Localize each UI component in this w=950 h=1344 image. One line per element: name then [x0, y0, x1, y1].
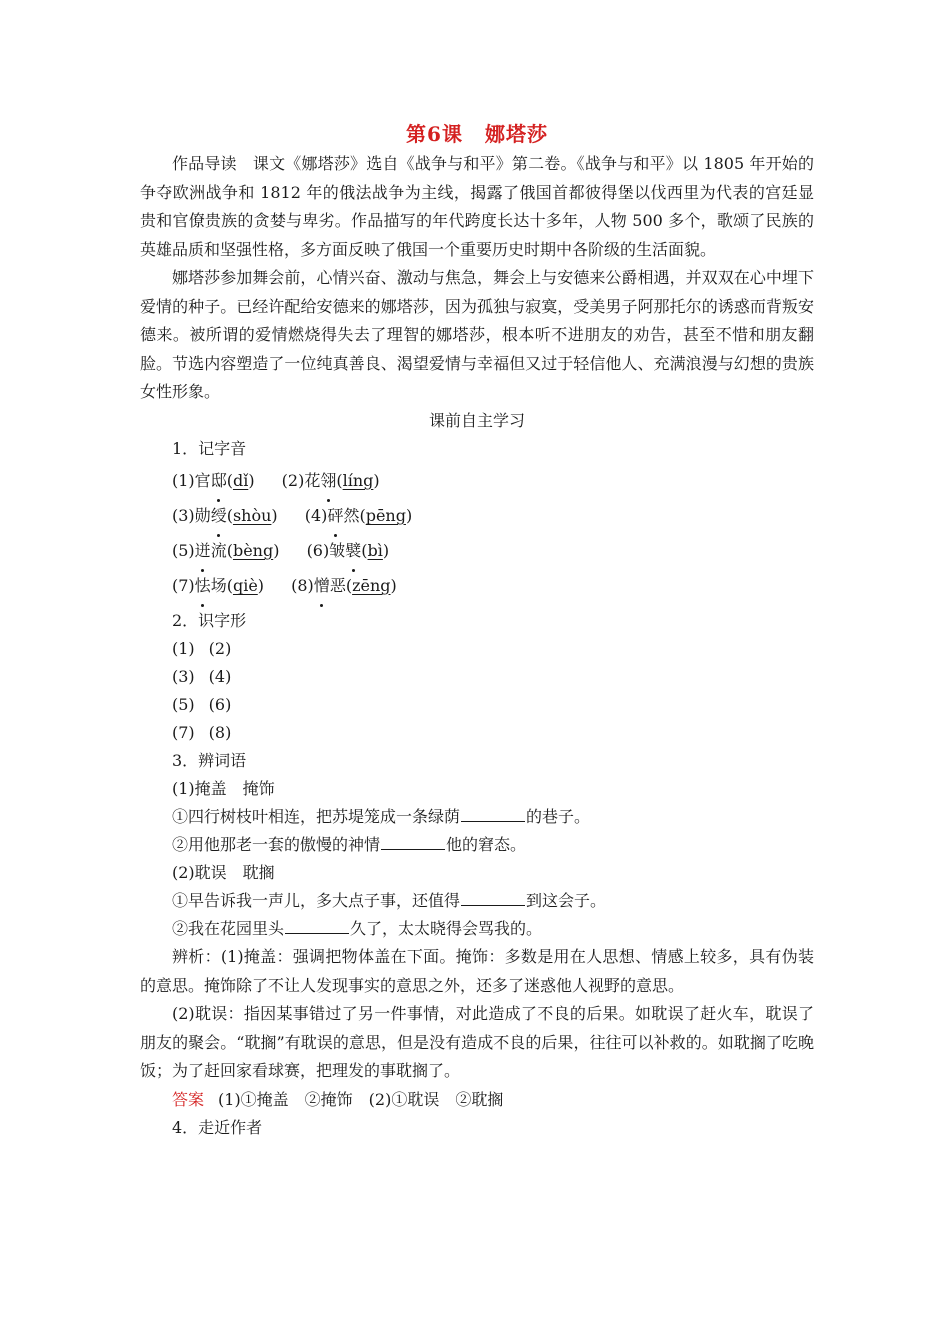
fill-question: ①早告诉我一声儿，多大点子事，还值得 到这会子。 — [172, 891, 607, 910]
section-heading: 课前自主学习 — [428, 410, 525, 430]
pronunciation-list — [140, 463, 814, 603]
answer-blank — [461, 891, 525, 906]
summary-paragraph: 娜塔莎参加舞会前，心情兴奋、激动与焦急，舞会上与安德来公爵相遇，并双双在心中埋下爱情的种子。已经许配给安德来的娜塔莎，因为孤独与寂寞，受美男子阿那托尔的诱惑而背叛安德来。被所谓的爱情燃烧得失去了理智的娜塔莎，根本听不进朋友的劝告，甚至不惜和朋友翻脸。节选内容塑造了一位纯真善良、渴望爱情与幸福但又过于轻信他人、充满浪漫与幻想的贵族女性形象。 — [140, 268, 814, 401]
words-heading: 3．辨词语 — [172, 751, 247, 770]
content-column — [140, 118, 814, 1142]
glyph-row: (1) (2) — [172, 639, 232, 658]
pronunciation-row — [140, 533, 814, 568]
pronunciation-item: (7)怯场(qiè) — [172, 576, 264, 595]
answer-line — [140, 1086, 814, 1114]
pronunciation-heading: 1．记字音 — [172, 439, 247, 458]
answer-blank — [461, 807, 525, 822]
answer-text: (1)①掩盖 ②掩饰 (2)①耽误 ②耽搁 — [218, 1089, 504, 1109]
glyph-row: (3) (4) — [172, 667, 232, 686]
fill-question: ①四行树枝叶相连，把苏堤笼成一条绿荫 的巷子。 — [172, 807, 591, 826]
answer-label: 答案 — [172, 1089, 205, 1109]
pronunciation-item: (4)砰然(pēng) — [305, 506, 412, 525]
lesson-number: 第6课 — [406, 122, 463, 146]
fill-question: ②我在花园里头 久了，太太晓得会骂我的。 — [172, 919, 543, 938]
word-group-label: (2)耽误 耽搁 — [172, 863, 275, 882]
pronunciation-item: (5)迸流(bèng) — [172, 541, 279, 560]
pronunciation-row — [140, 568, 814, 603]
word-group-label: (1)掩盖 掩饰 — [172, 779, 275, 798]
answer-blank — [285, 919, 349, 934]
analysis-paragraph: (2)耽误：指因某事错过了另一件事情，对此造成了不良的后果。如耽误了赶火车，耽误了朋友的聚会。“耽搁”有耽误的意思，但是没有造成不良的后果，往往可以补救的。如耽搁了吃晚饭；为了赶回家看球赛，把理发的事耽搁了。 — [140, 1004, 814, 1080]
glyph-heading: 2．识字形 — [172, 611, 247, 630]
fill-question: ②用他那老一套的傲慢的神情 他的窘态。 — [172, 835, 527, 854]
analysis-paragraph: 辨析：(1)掩盖：强调把物体盖在下面。掩饰：多数是用在人思想、情感上较多，具有伪装的意思。掩饰除了不让人发现事实的意思之外，还多了迷惑他人视野的意思。 — [140, 947, 814, 995]
lesson-name: 娜塔莎 — [484, 122, 548, 146]
pronunciation-row — [140, 498, 814, 533]
lesson-title — [140, 118, 814, 150]
pronunciation-row — [140, 463, 814, 498]
pronunciation-item: (3)勋绶(shòu) — [172, 506, 278, 525]
author-heading: 4．走近作者 — [172, 1117, 263, 1137]
glyph-row: (7) (8) — [172, 723, 232, 742]
glyph-row: (5) (6) — [172, 695, 232, 714]
intro-paragraph: 作品导读 课文《娜塔莎》选自《战争与和平》第二卷。《战争与和平》以 1805 年开始的争夺欧洲战争和 1812 年的俄法战争为主线，揭露了俄国首都彼得堡以伐西里为代表的宫廷显贵和官僚贵族的贪婪与卑劣。作品描写的年代跨度长达十多年，人物 500 多个，歌颂了民族的英雄品质和坚强性格，多方面反映了俄国一个重要历史时期中各阶级的生活面貌。 — [140, 154, 814, 259]
pronunciation-item: (6)皱襞(bì) — [307, 541, 390, 560]
pronunciation-item: (1)官邸(dǐ) — [172, 471, 255, 490]
pronunciation-item: (2)花翎(líng) — [282, 471, 380, 490]
answer-blank — [381, 835, 445, 850]
pronunciation-item: (8)憎恶(zēng) — [291, 576, 397, 595]
